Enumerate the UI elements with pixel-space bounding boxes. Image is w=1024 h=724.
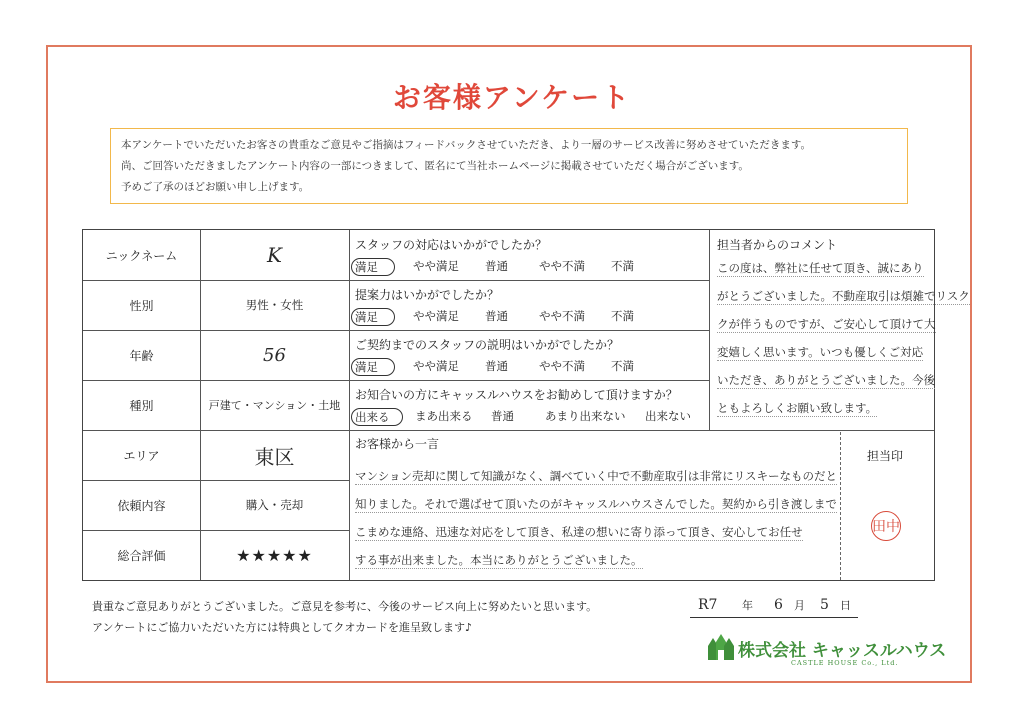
voice-line: こまめな連絡、迅速な対応をして頂き、私達の想いに寄り添って頂き、安心してお任せ <box>355 525 803 539</box>
label-type: 種別 <box>129 398 154 413</box>
label-nickname: ニックネーム <box>105 248 178 263</box>
voice-line: マンション売却に関して知識がなく、調べていく中で不動産取引は非常にリスキーなものだと <box>355 469 838 483</box>
option-selected: 満足 <box>351 258 395 276</box>
stamp-header: 担当印 <box>867 449 904 463</box>
option: やや不満 <box>539 309 585 323</box>
comment-line: がとうございました。不動産取引は煩雑でリスク <box>717 289 970 303</box>
value-nickname: K <box>267 243 282 267</box>
comment-line: ともよろしくお願い致します。 <box>717 401 878 415</box>
voice-line: する事が出来ました。本当にありがとうございました。 <box>355 553 643 567</box>
date-month-unit: 月 <box>794 599 805 612</box>
date-day-unit: 日 <box>840 599 851 612</box>
personal-stamp: 田中 <box>871 511 901 541</box>
option: やや不満 <box>539 259 585 273</box>
value-gender: 男性・女性 <box>245 298 304 312</box>
company-name-en: CASTLE HOUSE Co., Ltd. <box>791 659 899 667</box>
comment-line: この度は、弊社に任せて頂き、誠にあり <box>717 261 924 275</box>
date-field <box>690 597 858 618</box>
date-era: R7 <box>698 597 718 613</box>
options-proposal <box>355 308 651 326</box>
intro-line: 予めご了承のほどお願い申し上げます。 <box>121 181 310 193</box>
comment-header: 担当者からのコメント <box>717 238 838 252</box>
question-proposal: 提案力はいかがでしたか？ <box>355 288 500 302</box>
option-selected: 満足 <box>351 358 395 376</box>
value-type: 戸建て・マンション・土地 <box>208 399 341 412</box>
value-age: 56 <box>263 344 286 366</box>
options-staff <box>355 258 651 276</box>
question-staff: スタッフの対応はいかがでしたか？ <box>355 238 548 252</box>
option: あまり出来ない <box>545 409 626 423</box>
question-explanation: ご契約までのスタッフの説明はいかがでしたか？ <box>355 338 620 352</box>
label-gender: 性別 <box>129 298 154 313</box>
intro-box <box>110 128 908 204</box>
option: 不満 <box>611 259 634 273</box>
option: 普通 <box>491 409 514 423</box>
intro-line: 本アンケートでいただいたお客さの貴重なご意見やご指摘はフィードバックさせていただき、より一層のサービス改善に努めさせていただきます。 <box>121 139 812 151</box>
page-title: お客様アンケート <box>392 81 632 114</box>
value-rating: ★★★★★ <box>236 545 313 565</box>
option: 出来ない <box>645 409 691 423</box>
option: やや満足 <box>413 309 459 323</box>
voice-line: 知りました。それで選ばせて頂いたのがキャッスルハウスさんでした。契約から引き渡しまで <box>355 497 837 511</box>
company-name: 株式会社 キャッスルハウス <box>738 641 947 661</box>
option-selected: 出来る <box>351 408 403 426</box>
option: やや満足 <box>413 259 459 273</box>
comment-line: いただき、ありがとうございました。今後 <box>717 373 936 387</box>
comment-line: クが伴うものですが、ご安心して頂けて大 <box>717 317 936 331</box>
comment-line: 変嬉しく思います。いつも優しくご対応 <box>717 345 924 359</box>
date-day: 5 <box>820 597 829 613</box>
option: 普通 <box>485 359 508 373</box>
value-request: 購入・売却 <box>245 498 304 512</box>
date-month: 6 <box>774 597 783 613</box>
voice-header: お客様から一言 <box>355 437 440 451</box>
footer-thanks: 貴重なご意見ありがとうございました。ご意見を参考に、今後のサービス向上に努めたいと思います。 <box>92 600 598 613</box>
castle-house-icon <box>705 632 735 662</box>
label-age: 年齢 <box>129 348 154 363</box>
option: 普通 <box>485 309 508 323</box>
footer-bonus: アンケートにご協力いただいた方には特典としてクオカードを進呈致します♪ <box>92 621 473 634</box>
question-recommend: お知合いの方にキャッスルハウスをお勧めして頂けますか？ <box>355 388 678 402</box>
option: 不満 <box>611 359 634 373</box>
option: やや不満 <box>539 359 585 373</box>
label-area: エリア <box>123 448 160 463</box>
option: 普通 <box>485 259 508 273</box>
survey-table <box>82 229 970 581</box>
value-area: 東区 <box>254 444 295 469</box>
company-logo <box>705 632 947 667</box>
option: 不満 <box>611 309 634 323</box>
option: やや満足 <box>413 359 459 373</box>
intro-line: 尚、ご回答いただきましたアンケート内容の一部につきまして、匿名にて当社ホームページに掲載させていただく場合がございます。 <box>121 160 749 172</box>
option: まあ出来る <box>415 409 473 423</box>
label-rating: 総合評価 <box>117 548 166 563</box>
options-recommend <box>355 408 701 426</box>
date-year-unit: 年 <box>742 599 753 612</box>
option-selected: 満足 <box>351 308 395 326</box>
options-explanation <box>355 358 651 376</box>
label-request: 依頼内容 <box>117 498 166 513</box>
